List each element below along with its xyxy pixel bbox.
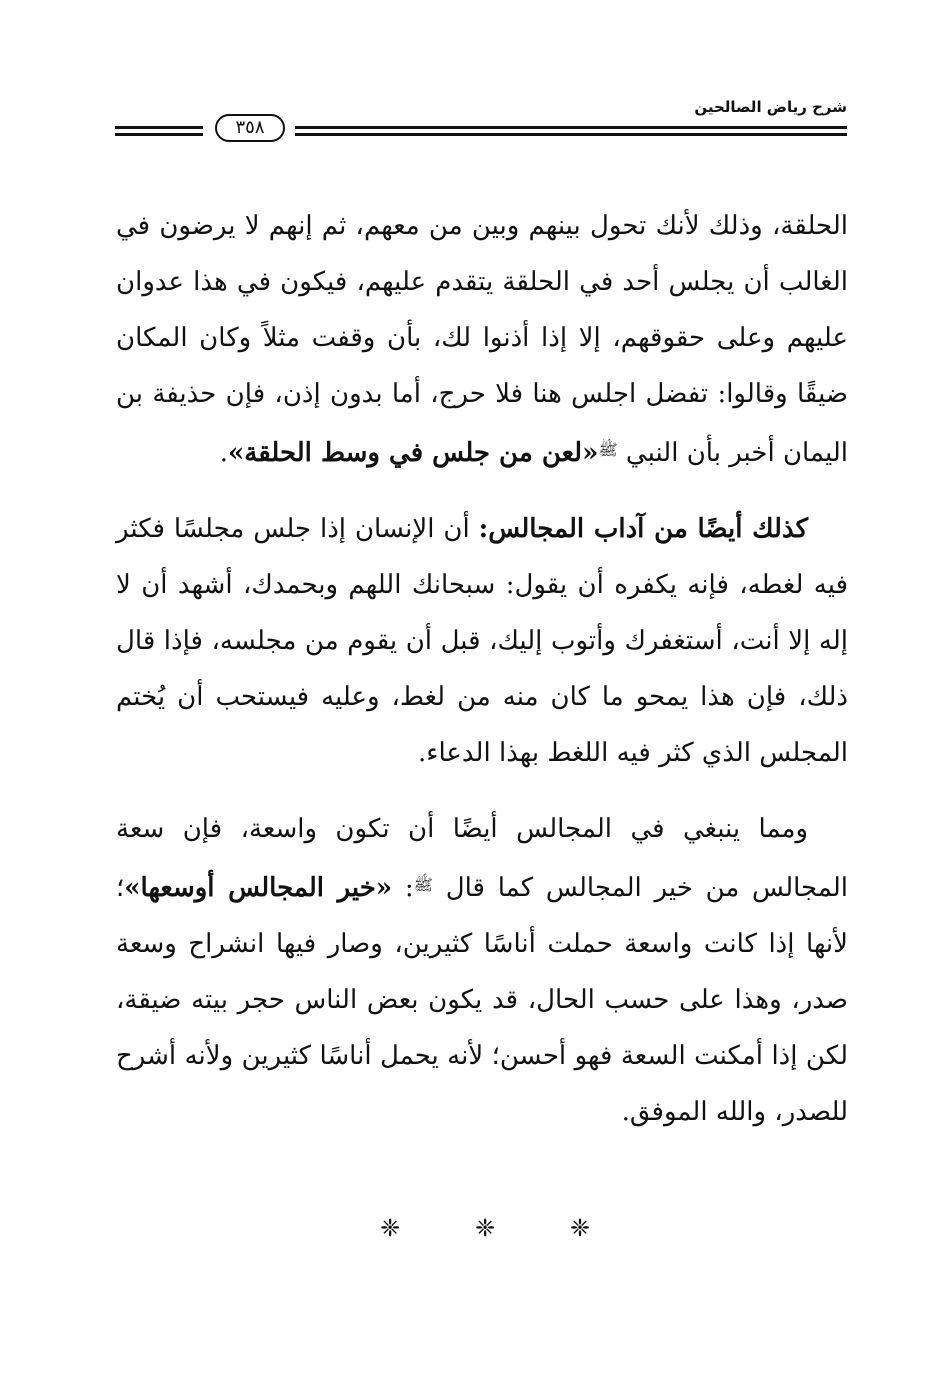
paragraph-text: أن الإنسان إذا جلس مجلسًا فكثر فيه لغطه، فإنه يكفره أن يقول: سبحانك اللهم وبحمدك، أشهد أن لا إله إلا أنت، أستغفرك وأتوب إليك، قبل أن يقوم من مجلسه، فإذا قال ذلك، فإن هذا يمحو ما كان منه من لغط، وعليه فيستحب أن يُختم المجلس الذي كثر فيه اللغط بهذا الدعاء. — [116, 514, 848, 768]
paragraph-text: : — [392, 873, 414, 903]
section-divider — [380, 1214, 590, 1242]
honorific-glyph: ﷺ — [598, 440, 618, 459]
paragraph — [116, 198, 848, 481]
paragraph-text: ؛ لأنها إذا كانت واسعة حملت أناسًا كثيرين، وصار فيها انشراح وسعة صدر، وهذا على حسب الحال، قد يكون بعض الناس حجر بيته ضيقة، لكن إذا أمكنت السعة فهو أحسن؛ لأنه يحمل أناسًا كثيرين ولأنه أشرح للصدر، والله الموفق. — [116, 873, 848, 1127]
header-rule — [295, 133, 847, 136]
book-title: شرح رياض الصالحين — [694, 98, 847, 116]
hadith-quote: «خير المجالس أوسعها» — [124, 873, 393, 903]
paragraph-text: . — [219, 438, 229, 468]
page-number: ٣٥٨ — [215, 114, 285, 142]
header-rule — [115, 133, 203, 136]
page-body — [116, 198, 848, 1160]
page-header — [115, 92, 847, 154]
paragraph-text: الحلقة، وذلك لأنك تحول بينهم وبين من معهم، ثم إنهم لا يرضون في الغالب أن يجلس أحد في الحلقة يتقدم عليهم، فيكون في هذا عدوان عليهم وعلى حقوقهم، إلا إذا أذنوا لك، بأن وقفت مثلاً وكان المكان ضيقًا وقالوا: تفضل اجلس هنا فلا حرج، أما بدون إذن، فإن حذيفة بن اليمان أخبر بأن النبي — [116, 211, 848, 468]
asterism-icon: ❈ — [569, 1214, 590, 1242]
asterism-icon: ❈ — [474, 1214, 496, 1242]
paragraph — [116, 501, 848, 781]
header-rule — [115, 126, 203, 129]
hadith-quote: «لعن من جلس في وسط الحلقة» — [228, 438, 599, 468]
asterism-icon: ❈ — [380, 1214, 401, 1242]
paragraph-lead: كذلك أيضًا من آداب المجالس: — [478, 514, 808, 544]
paragraph — [116, 801, 848, 1140]
header-rule — [295, 126, 847, 129]
paragraph-text: ومما ينبغي في المجالس أيضًا أن تكون واسعة، فإن سعة المجالس من خير المجالس كما قال — [116, 814, 849, 903]
honorific-glyph: ﷺ — [413, 875, 433, 894]
